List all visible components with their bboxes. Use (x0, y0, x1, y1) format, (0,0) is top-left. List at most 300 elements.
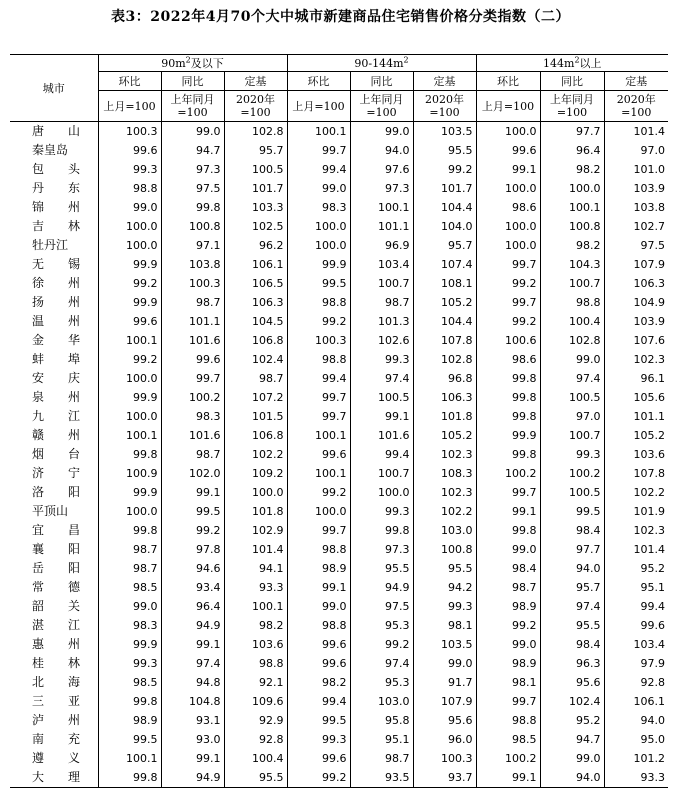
index-value-cell: 102.6 (350, 331, 413, 350)
index-value-cell: 100.8 (161, 217, 224, 236)
table-row (10, 312, 668, 331)
index-value-cell: 101.2 (604, 749, 668, 768)
city-cell: 无 锡 (32, 257, 81, 271)
index-value-cell: 100.4 (540, 312, 604, 331)
index-value-cell: 103.5 (413, 122, 476, 142)
index-value-cell: 99.2 (161, 521, 224, 540)
table-row (10, 749, 668, 768)
index-value-cell: 95.7 (413, 236, 476, 255)
index-value-cell: 99.2 (476, 616, 540, 635)
index-value-cell: 97.4 (350, 654, 413, 673)
index-value-cell: 107.9 (604, 255, 668, 274)
index-value-cell: 98.8 (224, 654, 287, 673)
sub-header-fixed-base: 定基 (224, 72, 287, 91)
index-value-cell: 100.0 (287, 236, 350, 255)
index-value-cell: 98.2 (287, 673, 350, 692)
table-row (10, 521, 668, 540)
index-value-cell: 95.5 (413, 559, 476, 578)
index-value-cell: 98.8 (287, 616, 350, 635)
city-cell: 赣 州 (32, 428, 81, 442)
table-row (10, 255, 668, 274)
city-cell: 吉 林 (32, 219, 81, 233)
index-value-cell: 99.8 (476, 369, 540, 388)
index-value-cell: 98.9 (476, 654, 540, 673)
index-value-cell: 99.4 (287, 369, 350, 388)
index-value-cell: 100.3 (287, 331, 350, 350)
city-cell: 包 头 (32, 162, 81, 176)
index-value-cell: 99.2 (476, 312, 540, 331)
index-value-cell: 98.3 (161, 407, 224, 426)
index-value-cell: 99.6 (604, 616, 668, 635)
base-header-last-month: 上月=100 (98, 91, 161, 122)
city-cell: 南 充 (32, 732, 81, 746)
table-row (10, 350, 668, 369)
index-value-cell: 94.0 (540, 768, 604, 788)
index-value-cell: 101.5 (224, 407, 287, 426)
index-value-cell: 100.8 (540, 217, 604, 236)
index-value-cell: 103.3 (224, 198, 287, 217)
index-value-cell: 99.4 (350, 445, 413, 464)
index-value-cell: 99.6 (287, 654, 350, 673)
index-value-cell: 97.9 (604, 654, 668, 673)
table-row (10, 122, 668, 142)
index-value-cell: 101.9 (604, 502, 668, 521)
group-header-90-144: $90-144m^2$ (287, 55, 476, 72)
index-value-cell: 100.2 (540, 464, 604, 483)
index-value-cell: 106.1 (224, 255, 287, 274)
index-value-cell: 100.0 (476, 122, 540, 142)
index-value-cell: 105.2 (413, 426, 476, 445)
index-value-cell: 99.5 (287, 274, 350, 293)
index-value-cell: 99.3 (98, 160, 161, 179)
index-value-cell: 103.4 (604, 635, 668, 654)
city-cell: 岳 阳 (32, 561, 81, 575)
index-value-cell: 96.0 (413, 730, 476, 749)
city-cell: 牡丹江 (32, 238, 69, 252)
index-value-cell: 100.2 (161, 388, 224, 407)
group-header-90-below: $90m^2$及以下 (98, 55, 287, 72)
index-value-cell: 98.3 (98, 616, 161, 635)
index-value-cell: 106.3 (413, 388, 476, 407)
index-value-cell: 99.4 (604, 597, 668, 616)
city-cell: 温 州 (32, 314, 81, 328)
index-value-cell: 103.4 (350, 255, 413, 274)
index-value-cell: 100.0 (98, 217, 161, 236)
index-value-cell: 99.1 (161, 749, 224, 768)
index-value-cell: 104.5 (224, 312, 287, 331)
city-cell: 韶 关 (32, 599, 81, 613)
table-row (10, 426, 668, 445)
index-value-cell: 100.8 (413, 540, 476, 559)
sub-header-fixed-base: 定基 (604, 72, 668, 91)
index-value-cell: 98.7 (161, 445, 224, 464)
index-value-cell: 98.8 (540, 293, 604, 312)
index-value-cell: 100.7 (350, 274, 413, 293)
index-value-cell: 97.5 (350, 597, 413, 616)
table-row (10, 768, 668, 788)
index-value-cell: 94.2 (413, 578, 476, 597)
sub-header-yoy: 同比 (540, 72, 604, 91)
index-value-cell: 99.7 (287, 407, 350, 426)
index-value-cell: 103.8 (161, 255, 224, 274)
index-value-cell: 96.3 (540, 654, 604, 673)
index-value-cell: 99.6 (476, 141, 540, 160)
city-cell: 九 江 (32, 409, 81, 423)
index-value-cell: 97.5 (161, 179, 224, 198)
index-value-cell: 99.4 (287, 692, 350, 711)
index-value-cell: 106.5 (224, 274, 287, 293)
index-value-cell: 98.1 (476, 673, 540, 692)
index-value-cell: 98.2 (224, 616, 287, 635)
table-row (10, 559, 668, 578)
sub-header-row (10, 72, 668, 91)
index-value-cell: 99.0 (413, 654, 476, 673)
table-row (10, 445, 668, 464)
index-value-cell: 98.7 (476, 578, 540, 597)
index-value-cell: 103.6 (604, 445, 668, 464)
index-value-cell: 98.8 (287, 350, 350, 369)
index-value-cell: 99.7 (161, 369, 224, 388)
group-header-144-above: $144m^2$以上 (476, 55, 668, 72)
table-row (10, 293, 668, 312)
index-value-cell: 102.2 (604, 483, 668, 502)
index-value-cell: 99.9 (98, 293, 161, 312)
index-value-cell: 99.6 (287, 445, 350, 464)
index-value-cell: 97.0 (540, 407, 604, 426)
index-value-cell: 99.3 (98, 654, 161, 673)
city-cell: 宜 昌 (32, 523, 81, 537)
city-cell: 三 亚 (32, 694, 81, 708)
index-value-cell: 101.1 (604, 407, 668, 426)
index-value-cell: 99.1 (350, 407, 413, 426)
index-value-cell: 99.7 (476, 255, 540, 274)
index-value-cell: 100.1 (287, 122, 350, 142)
index-value-cell: 99.5 (287, 711, 350, 730)
index-value-cell: 97.4 (161, 654, 224, 673)
index-value-cell: 99.3 (350, 350, 413, 369)
index-value-cell: 95.7 (540, 578, 604, 597)
index-value-cell: 94.8 (161, 673, 224, 692)
table-row (10, 730, 668, 749)
index-value-cell: 93.5 (350, 768, 413, 788)
index-value-cell: 99.8 (350, 521, 413, 540)
table-row (10, 198, 668, 217)
index-value-cell: 99.4 (287, 160, 350, 179)
index-value-cell: 108.3 (413, 464, 476, 483)
table-row (10, 388, 668, 407)
city-cell: 大 理 (10, 768, 98, 788)
table-row (10, 160, 668, 179)
index-value-cell: 100.1 (287, 426, 350, 445)
index-value-cell: 103.0 (350, 692, 413, 711)
index-value-cell: 97.7 (540, 122, 604, 142)
base-header-2020: 2020年 =100 (604, 91, 668, 122)
index-value-cell: 96.4 (161, 597, 224, 616)
index-value-cell: 99.8 (161, 198, 224, 217)
index-value-cell: 100.0 (287, 217, 350, 236)
index-value-cell: 102.8 (413, 350, 476, 369)
index-value-cell: 98.2 (540, 236, 604, 255)
city-cell: 湛 江 (32, 618, 81, 632)
index-value-cell: 99.0 (540, 749, 604, 768)
index-value-cell: 98.1 (413, 616, 476, 635)
index-value-cell: 98.8 (98, 179, 161, 198)
index-value-cell: 100.0 (476, 217, 540, 236)
index-value-cell: 106.8 (224, 331, 287, 350)
index-value-cell: 97.4 (350, 369, 413, 388)
index-value-cell: 98.9 (98, 711, 161, 730)
city-cell: 桂 林 (32, 656, 81, 670)
index-value-cell: 98.2 (540, 160, 604, 179)
index-value-cell: 100.0 (98, 407, 161, 426)
index-value-cell: 95.0 (604, 730, 668, 749)
city-cell: 泉 州 (32, 390, 81, 404)
index-value-cell: 100.2 (476, 464, 540, 483)
index-value-cell: 100.0 (98, 502, 161, 521)
city-cell: 北 海 (32, 675, 81, 689)
table-row (10, 217, 668, 236)
index-value-cell: 94.0 (604, 711, 668, 730)
index-value-cell: 100.3 (161, 274, 224, 293)
index-value-cell: 99.1 (161, 483, 224, 502)
index-value-cell: 102.3 (413, 483, 476, 502)
index-value-cell: 99.1 (287, 578, 350, 597)
index-value-cell: 102.3 (604, 521, 668, 540)
index-value-cell: 98.5 (98, 578, 161, 597)
index-value-cell: 102.9 (224, 521, 287, 540)
index-value-cell: 98.7 (161, 293, 224, 312)
index-value-cell: 95.5 (413, 141, 476, 160)
index-value-cell: 101.0 (604, 160, 668, 179)
index-value-cell: 95.3 (350, 673, 413, 692)
index-value-cell: 98.8 (476, 711, 540, 730)
index-value-cell: 99.9 (98, 255, 161, 274)
index-value-cell: 103.8 (604, 198, 668, 217)
index-value-cell: 100.7 (540, 274, 604, 293)
index-value-cell: 100.5 (540, 483, 604, 502)
index-value-cell: 103.9 (604, 179, 668, 198)
index-value-cell: 104.3 (540, 255, 604, 274)
index-value-cell: 97.3 (350, 179, 413, 198)
index-value-cell: 99.1 (476, 768, 540, 788)
index-value-cell: 93.3 (224, 578, 287, 597)
index-value-cell: 99.2 (287, 768, 350, 788)
index-value-cell: 100.3 (98, 122, 161, 142)
index-value-cell: 106.1 (604, 692, 668, 711)
base-header-row (10, 91, 668, 122)
index-value-cell: 100.0 (476, 179, 540, 198)
city-cell: 常 德 (32, 580, 81, 594)
index-value-cell: 100.0 (476, 236, 540, 255)
index-value-cell: 101.8 (413, 407, 476, 426)
index-value-cell: 98.4 (476, 559, 540, 578)
index-value-cell: 99.7 (287, 388, 350, 407)
index-value-cell: 99.2 (413, 160, 476, 179)
index-value-cell: 98.5 (476, 730, 540, 749)
index-value-cell: 100.9 (98, 464, 161, 483)
index-value-cell: 97.0 (604, 141, 668, 160)
index-value-cell: 103.6 (224, 635, 287, 654)
sub-header-yoy: 同比 (350, 72, 413, 91)
index-value-cell: 102.0 (161, 464, 224, 483)
index-value-cell: 95.8 (350, 711, 413, 730)
table-row (10, 464, 668, 483)
table-row (10, 483, 668, 502)
city-cell: 秦皇岛 (32, 143, 69, 157)
index-value-cell: 100.0 (540, 179, 604, 198)
index-value-cell: 106.8 (224, 426, 287, 445)
city-cell: 安 庆 (32, 371, 81, 385)
index-value-cell: 101.4 (224, 540, 287, 559)
table-row (10, 540, 668, 559)
base-header-last-month: 上月=100 (476, 91, 540, 122)
index-value-cell: 99.8 (98, 521, 161, 540)
index-value-cell: 107.9 (413, 692, 476, 711)
index-value-cell: 99.6 (287, 635, 350, 654)
index-value-cell: 94.9 (350, 578, 413, 597)
base-header-same-month-last-year: 上年同月 =100 (161, 91, 224, 122)
index-value-cell: 102.7 (604, 217, 668, 236)
city-cell: 丹 东 (32, 181, 81, 195)
index-value-cell: 102.4 (224, 350, 287, 369)
index-value-cell: 94.6 (161, 559, 224, 578)
table-row (10, 616, 668, 635)
index-value-cell: 95.6 (413, 711, 476, 730)
index-value-cell: 98.6 (476, 350, 540, 369)
sub-header-mom: 环比 (476, 72, 540, 91)
index-value-cell: 91.7 (413, 673, 476, 692)
index-value-cell: 94.0 (540, 559, 604, 578)
index-value-cell: 100.0 (287, 502, 350, 521)
index-value-cell: 99.2 (476, 274, 540, 293)
index-value-cell: 99.7 (476, 293, 540, 312)
index-value-cell: 99.6 (287, 749, 350, 768)
index-value-cell: 98.9 (476, 597, 540, 616)
index-value-cell: 93.0 (161, 730, 224, 749)
index-value-cell: 101.7 (413, 179, 476, 198)
index-value-cell: 99.2 (98, 350, 161, 369)
sub-header-mom: 环比 (98, 72, 161, 91)
index-value-cell: 99.9 (287, 255, 350, 274)
index-value-cell: 99.8 (98, 768, 161, 788)
table-row (10, 502, 668, 521)
index-value-cell: 99.7 (287, 141, 350, 160)
index-value-cell: 99.1 (476, 502, 540, 521)
index-value-cell: 100.7 (540, 426, 604, 445)
price-index-table (10, 54, 668, 788)
index-value-cell: 97.5 (604, 236, 668, 255)
index-value-cell: 95.3 (350, 616, 413, 635)
index-value-cell: 94.0 (350, 141, 413, 160)
index-value-cell: 105.2 (413, 293, 476, 312)
index-value-cell: 106.3 (604, 274, 668, 293)
index-value-cell: 103.9 (604, 312, 668, 331)
index-value-cell: 99.9 (476, 426, 540, 445)
city-column-header: 城市 (10, 55, 98, 122)
base-header-same-month-last-year: 上年同月 =100 (350, 91, 413, 122)
index-value-cell: 102.2 (224, 445, 287, 464)
index-value-cell: 97.4 (540, 597, 604, 616)
index-value-cell: 95.5 (350, 559, 413, 578)
base-header-same-month-last-year: 上年同月 =100 (540, 91, 604, 122)
index-value-cell: 100.5 (350, 388, 413, 407)
index-value-cell: 101.4 (604, 540, 668, 559)
index-value-cell: 104.4 (413, 312, 476, 331)
index-value-cell: 95.2 (540, 711, 604, 730)
index-value-cell: 98.7 (224, 369, 287, 388)
index-value-cell: 99.1 (476, 160, 540, 179)
index-value-cell: 97.3 (161, 160, 224, 179)
index-value-cell: 102.8 (540, 331, 604, 350)
sub-header-yoy: 同比 (161, 72, 224, 91)
index-value-cell: 100.3 (413, 749, 476, 768)
city-cell: 惠 州 (32, 637, 81, 651)
table-row (10, 673, 668, 692)
table-row (10, 711, 668, 730)
index-value-cell: 93.4 (161, 578, 224, 597)
base-header-2020: 2020年 =100 (224, 91, 287, 122)
index-value-cell: 100.6 (476, 331, 540, 350)
sub-header-fixed-base: 定基 (413, 72, 476, 91)
index-value-cell: 106.3 (224, 293, 287, 312)
index-value-cell: 92.1 (224, 673, 287, 692)
index-value-cell: 94.7 (161, 141, 224, 160)
index-value-cell: 100.1 (98, 749, 161, 768)
index-value-cell: 97.4 (540, 369, 604, 388)
table-row (10, 578, 668, 597)
index-value-cell: 99.0 (161, 122, 224, 142)
index-value-cell: 98.4 (540, 635, 604, 654)
table-row (10, 331, 668, 350)
index-value-cell: 101.6 (161, 426, 224, 445)
index-value-cell: 99.2 (287, 312, 350, 331)
index-value-cell: 94.1 (224, 559, 287, 578)
index-value-cell: 100.0 (224, 483, 287, 502)
index-value-cell: 105.2 (604, 426, 668, 445)
index-value-cell: 99.5 (161, 502, 224, 521)
index-value-cell: 99.8 (98, 692, 161, 711)
index-value-cell: 98.5 (98, 673, 161, 692)
index-value-cell: 99.0 (98, 198, 161, 217)
index-value-cell: 102.2 (413, 502, 476, 521)
index-value-cell: 98.7 (98, 559, 161, 578)
index-value-cell: 99.7 (476, 692, 540, 711)
table-row (10, 274, 668, 293)
index-value-cell: 99.8 (476, 445, 540, 464)
table-row (10, 692, 668, 711)
city-cell: 唐 山 (32, 124, 81, 138)
index-value-cell: 95.1 (604, 578, 668, 597)
index-value-cell: 99.3 (287, 730, 350, 749)
index-value-cell: 99.0 (287, 179, 350, 198)
table-row (10, 179, 668, 198)
index-value-cell: 99.2 (98, 274, 161, 293)
city-cell: 烟 台 (32, 447, 81, 461)
index-value-cell: 95.1 (350, 730, 413, 749)
index-value-cell: 108.1 (413, 274, 476, 293)
index-value-cell: 99.3 (540, 445, 604, 464)
index-value-cell: 104.4 (413, 198, 476, 217)
index-value-cell: 92.9 (224, 711, 287, 730)
sub-header-mom: 环比 (287, 72, 350, 91)
index-value-cell: 97.8 (161, 540, 224, 559)
index-value-cell: 101.1 (350, 217, 413, 236)
index-value-cell: 100.1 (98, 331, 161, 350)
index-value-cell: 102.5 (224, 217, 287, 236)
index-value-cell: 99.7 (476, 483, 540, 502)
index-value-cell: 98.7 (350, 749, 413, 768)
index-value-cell: 99.0 (476, 635, 540, 654)
